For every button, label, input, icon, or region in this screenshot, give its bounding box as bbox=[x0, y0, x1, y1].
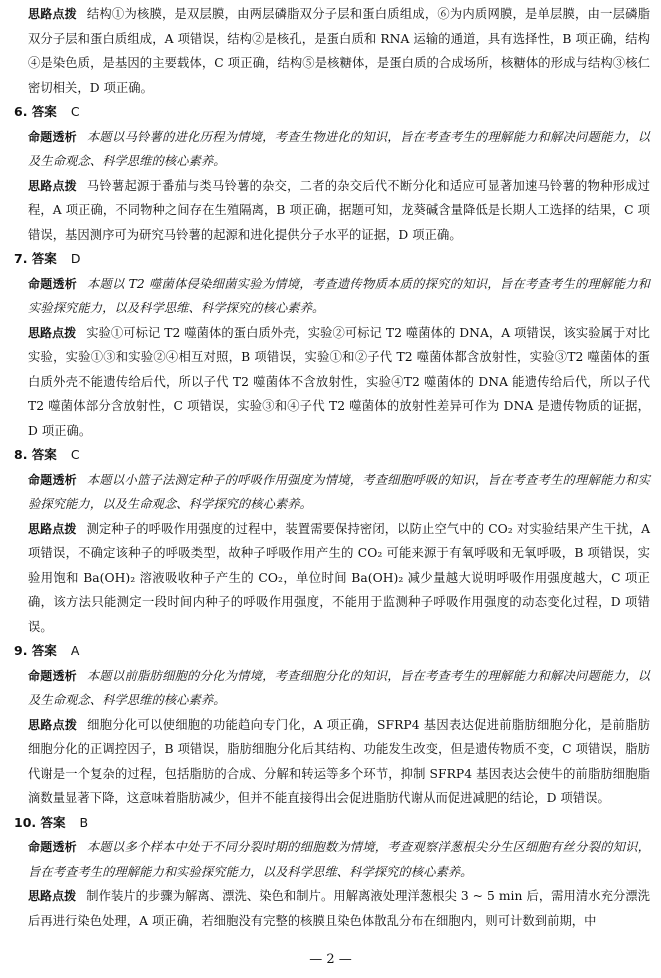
explanation-paragraph bbox=[14, 321, 650, 444]
answer-line bbox=[14, 100, 650, 125]
answer-letter: D bbox=[70, 251, 81, 266]
answer-letter: C bbox=[70, 447, 80, 462]
explanation-paragraph bbox=[14, 174, 650, 248]
paragraph-text: 本题以小篮子法测定种子的呼吸作用强度为情境，考查细胞呼吸的知识，旨在考查考生的理解能力和实验探究能力，以及生命观念、科学探究的核心素养。 bbox=[28, 472, 650, 511]
paragraph-text: 结构①为核膜，是双层膜，由两层磷脂双分子层和蛋白质组成，⑥为内质网膜，是单层膜，由一层磷脂双分子层和蛋白质组成，A 项错误，结构②是核孔，是蛋白质和 RNA 运输的通道，具有选择性，B 项正确，结构④是染色质，是基因的主要载体，C 项正确，结构⑤是核糖体，是蛋白质的合成场所，核糖体的形成与结构③核仁密切相关，D 项正确。 bbox=[28, 7, 650, 95]
answer-letter: C bbox=[70, 104, 80, 119]
answer-letter: B bbox=[79, 814, 89, 830]
answer-line bbox=[14, 811, 650, 836]
answer-letter: A bbox=[70, 643, 80, 658]
answer-label: 6. 答案 bbox=[14, 104, 57, 119]
analysis-paragraph bbox=[14, 125, 650, 174]
analysis-paragraph bbox=[14, 664, 650, 713]
section-tag: 思路点拨 bbox=[28, 521, 77, 536]
section-tag: 命题透析 bbox=[28, 472, 77, 487]
section-tag: 命题透析 bbox=[28, 668, 77, 683]
section-tag: 思路点拨 bbox=[28, 178, 77, 193]
paragraph-text: 马铃薯起源于番茄与类马铃薯的杂交，二者的杂交后代不断分化和适应可显著加速马铃薯的物种形成过程，A 项正确，不同物种之间存在生殖隔离，B 项正确，据题可知，龙葵碱含量降低是长期人工选择的结果，C 项错误，基因测序可为研究马铃薯的起源和进化提供分子水平的证据，D 项正确。 bbox=[28, 178, 650, 242]
answer-line bbox=[14, 247, 650, 272]
paragraph-text: 本题以马铃薯的进化历程为情境，考查生物进化的知识，旨在考查考生的理解能力和解决问题能力，以及生命观念、科学思维的核心素养。 bbox=[28, 129, 650, 168]
paragraph-text: 实验①可标记 T2 噬菌体的蛋白质外壳，实验②可标记 T2 噬菌体的 DNA，A 项错误，该实验属于对比实验，实验①③和实验②④相互对照，B 项错误，实验①和②子代 T2 噬菌体都含放射性，实验③T2 噬菌体的蛋白质外壳不能遗传给后代，所以子代 T2 噬菌体不含放射性，实验④T2 噬菌体的 DNA 能遗传给后代，所以子代 T2 噬菌体部分含放射性，C 项错误，实验③和④子代 T2 噬菌体的放射性差异可作为 DNA 是遗传物质的证据，D 项正确。 bbox=[28, 325, 650, 438]
explanation-paragraph bbox=[14, 517, 650, 640]
analysis-paragraph bbox=[14, 468, 650, 517]
paragraph-text: 本题以 T2 噬菌体侵染细菌实验为情境，考查遗传物质本质的探究的知识，旨在考查考生的理解能力和实验探究能力，以及科学思维、科学探究的核心素养。 bbox=[28, 276, 650, 315]
explanation-paragraph bbox=[14, 2, 650, 100]
section-tag: 思路点拨 bbox=[28, 889, 77, 903]
paragraph-text: 测定种子的呼吸作用强度的过程中，装置需要保持密闭，以防止空气中的 CO₂ 对实验结果产生干扰，A 项错误，不确定该种子的呼吸类型，故种子呼吸作用产生的 CO₂ 可能来源于有氧呼吸和无氧呼吸，B 项错误，实验用饱和 Ba(OH)₂ 溶液吸收种子产生的 CO₂，单位时间 Ba(OH)₂ 减少量越大说明呼吸作用强度越大，C 项正确，该方法只能测定一段时间内种子的呼吸作用强度，不能用于监测种子呼吸作用强度的动态变化过程，D 项错误。 bbox=[28, 521, 650, 634]
analysis-paragraph bbox=[14, 835, 650, 884]
section-tag: 思路点拨 bbox=[28, 325, 77, 340]
explanation-paragraph bbox=[14, 713, 650, 811]
answer-line bbox=[14, 443, 650, 468]
page-number: — 2 — bbox=[309, 952, 352, 967]
answer-label: 7. 答案 bbox=[14, 251, 57, 266]
answer-line bbox=[14, 639, 650, 664]
document-body bbox=[14, 2, 650, 933]
section-tag: 命题透析 bbox=[28, 840, 77, 854]
section-tag: 命题透析 bbox=[28, 129, 77, 144]
paragraph-text: 本题以前脂肪细胞的分化为情境，考查细胞分化的知识，旨在考查考生的理解能力和解决问题能力，以及生命观念、科学思维的核心素养。 bbox=[28, 668, 650, 707]
analysis-paragraph bbox=[14, 272, 650, 321]
answer-label: 9. 答案 bbox=[14, 643, 57, 658]
section-tag: 命题透析 bbox=[28, 276, 77, 291]
paragraph-text: 本题以多个样本中处于不同分裂时期的细胞数为情境，考查观察洋葱根尖分生区细胞有丝分裂的知识，旨在考查考生的理解能力和实验探究能力，以及科学思维、科学探究的核心素养。 bbox=[28, 840, 650, 879]
paragraph-text: 制作装片的步骤为解离、漂洗、染色和制片。用解离液处理洋葱根尖 3 ~ 5 min 后，需用清水充分漂洗后再进行染色处理，A 项正确，若细胞没有完整的核膜且染色体散乱分布在细胞内，则可计数到前期，中 bbox=[28, 889, 650, 928]
section-tag: 思路点拨 bbox=[28, 7, 77, 21]
answer-label: 8. 答案 bbox=[14, 447, 57, 462]
answer-label: 10. 答案 bbox=[14, 814, 66, 830]
paragraph-text: 细胞分化可以使细胞的功能趋向专门化，A 项正确，SFRP4 基因表达促进前脂肪细胞分化，是前脂肪细胞分化的正调控因子，B 项错误，脂肪细胞分化后其结构、功能发生改变，但是遗传物质不变，C 项错误，脂肪代谢是一个复杂的过程，包括脂肪的合成、分解和转运等多个环节，抑制 SFRP4 基因表达会使牛的前脂肪细胞脂滴数量显著下降，这意味着脂肪减少，但并不能直接得出会促进脂肪代谢从而促进减肥的结论，D 项错误。 bbox=[28, 717, 650, 805]
explanation-paragraph bbox=[14, 884, 650, 933]
section-tag: 思路点拨 bbox=[28, 717, 78, 732]
